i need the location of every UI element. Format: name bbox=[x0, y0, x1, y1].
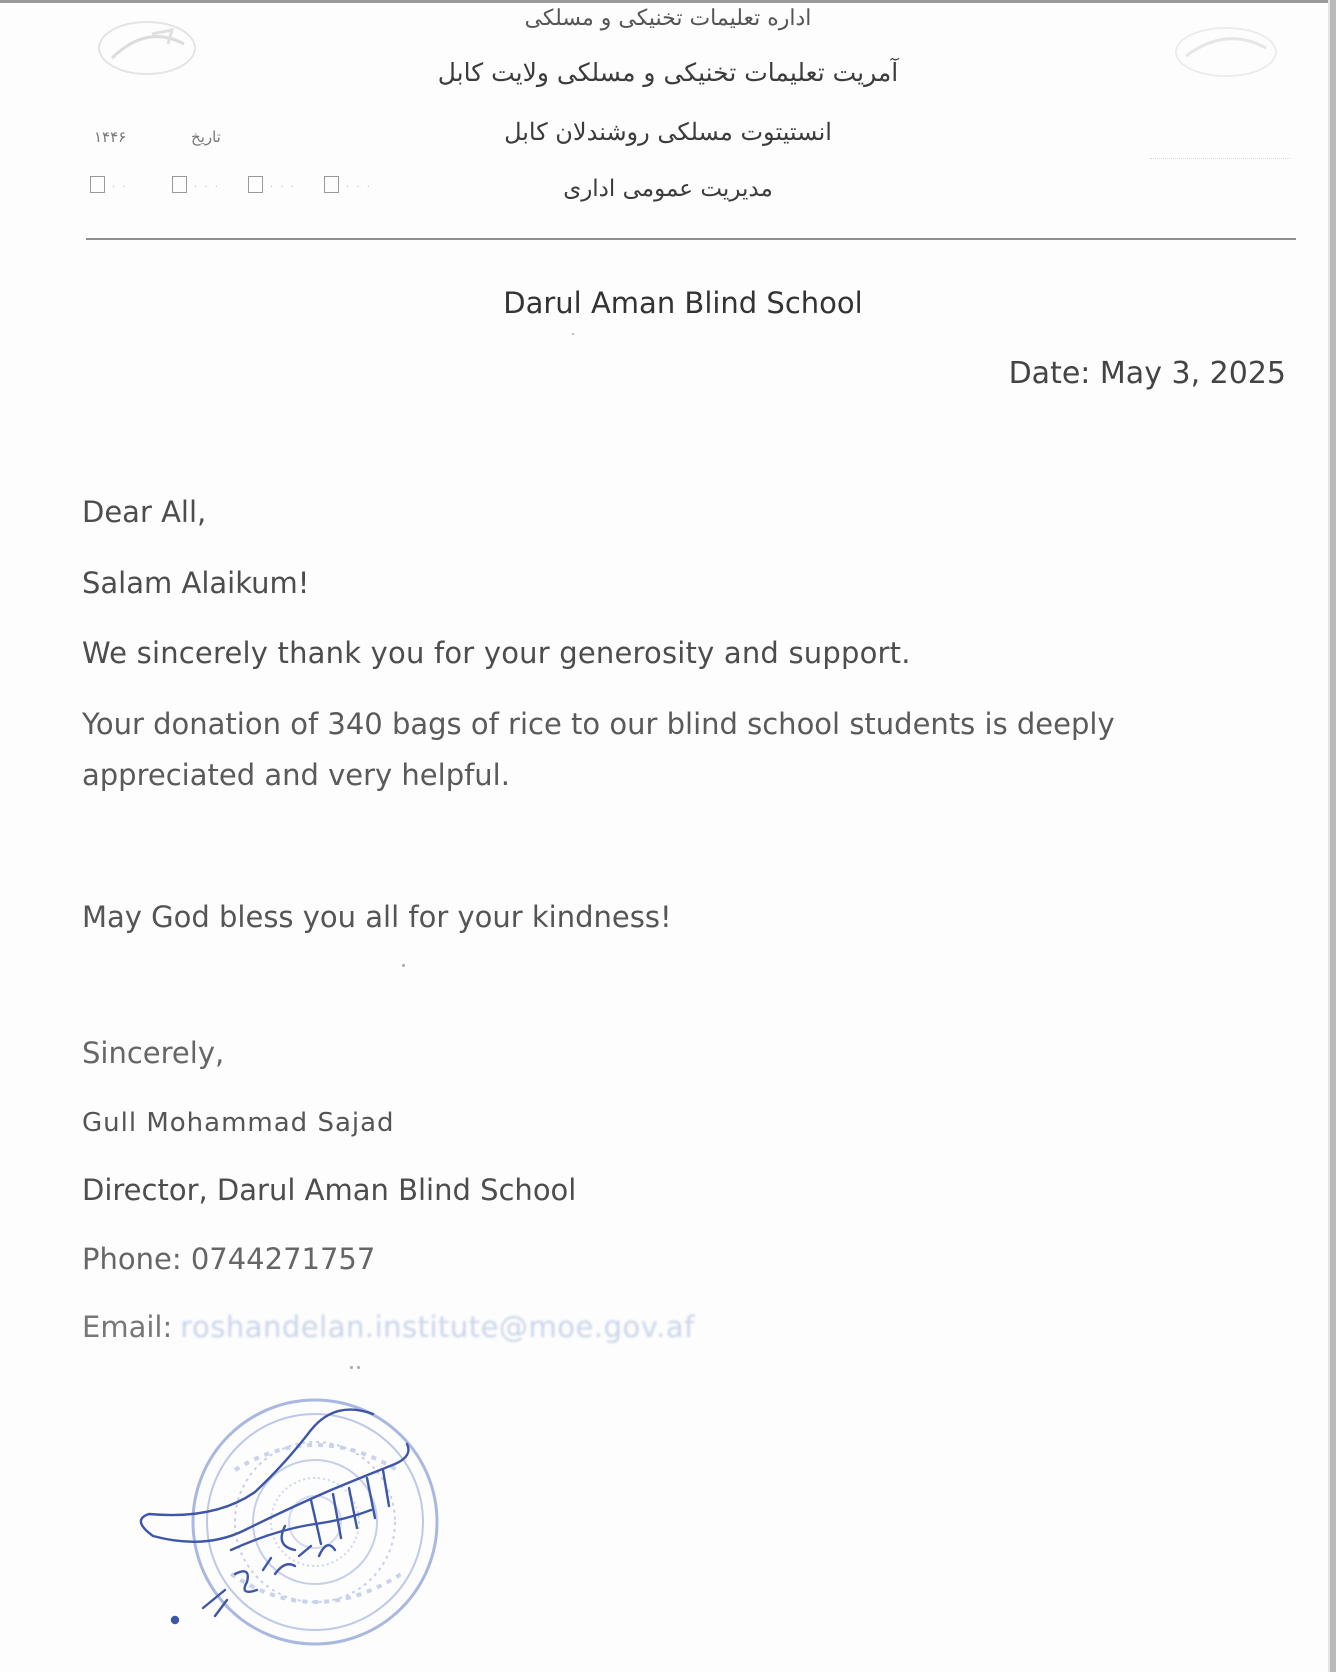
donation-paragraph-line-1: Your donation of 340 bags of rice to our blind school students is deeply bbox=[82, 707, 1115, 741]
email-line bbox=[82, 1310, 695, 1344]
reference-box bbox=[90, 176, 105, 193]
phone-line bbox=[82, 1242, 375, 1276]
scan-right-border bbox=[1330, 0, 1336, 1672]
letterhead-date-label: تاریخ bbox=[191, 128, 221, 146]
blessing-line: May God bless you all for your kindness! bbox=[82, 900, 672, 934]
faded-emblem-right bbox=[1146, 22, 1296, 102]
official-stamp-and-signature bbox=[135, 1360, 475, 1660]
email-address[interactable]: roshandelan.institute@moe.gov.af bbox=[180, 1310, 695, 1344]
reference-box bbox=[172, 176, 187, 193]
letterhead-directorate-line: آمریت تعلیمات تخنیکی و مسلکی ولایت کابل bbox=[437, 58, 899, 87]
letterhead-date-year: ۱۴۴۶ bbox=[94, 128, 127, 146]
salam-line: Salam Alaikum! bbox=[82, 566, 310, 600]
closing: Sincerely, bbox=[82, 1036, 225, 1070]
letterhead-department-line: مدیریت عمومی اداری bbox=[563, 176, 773, 202]
reference-box bbox=[248, 176, 263, 193]
reference-number-boxes: · · · · · · · · · · · bbox=[90, 176, 390, 196]
scan-speck bbox=[572, 333, 574, 335]
school-title: Darul Aman Blind School bbox=[503, 286, 863, 320]
thanks-paragraph: We sincerely thank you for your generosity and support. bbox=[82, 636, 911, 670]
scan-speck bbox=[402, 964, 405, 967]
letterhead-ministry-line: اداره تعلیمات تخنیکی و مسلکی bbox=[524, 6, 812, 31]
faded-emblem-left bbox=[92, 14, 202, 76]
phone-label: Phone: bbox=[82, 1242, 182, 1276]
email-label: Email: bbox=[82, 1310, 173, 1344]
signatory-title: Director, Darul Aman Blind School bbox=[82, 1173, 577, 1207]
phone-number: 0744271757 bbox=[190, 1242, 376, 1276]
reference-box bbox=[324, 176, 339, 193]
letterhead-divider bbox=[86, 238, 1296, 240]
scan-top-border bbox=[0, 0, 1336, 3]
letter-date: Date: May 3, 2025 bbox=[1008, 356, 1286, 391]
signatory-name: Gull Mohammad Sajad bbox=[82, 1108, 395, 1138]
letterhead-date-field bbox=[94, 128, 221, 146]
faded-right-rule bbox=[1150, 158, 1290, 159]
letterhead-institute-line: انستیتوت مسلکی روشندلان کابل bbox=[504, 118, 832, 146]
greeting: Dear All, bbox=[82, 495, 207, 529]
donation-paragraph-line-2: appreciated and very helpful. bbox=[82, 758, 510, 792]
handwritten-signature bbox=[141, 1410, 409, 1550]
